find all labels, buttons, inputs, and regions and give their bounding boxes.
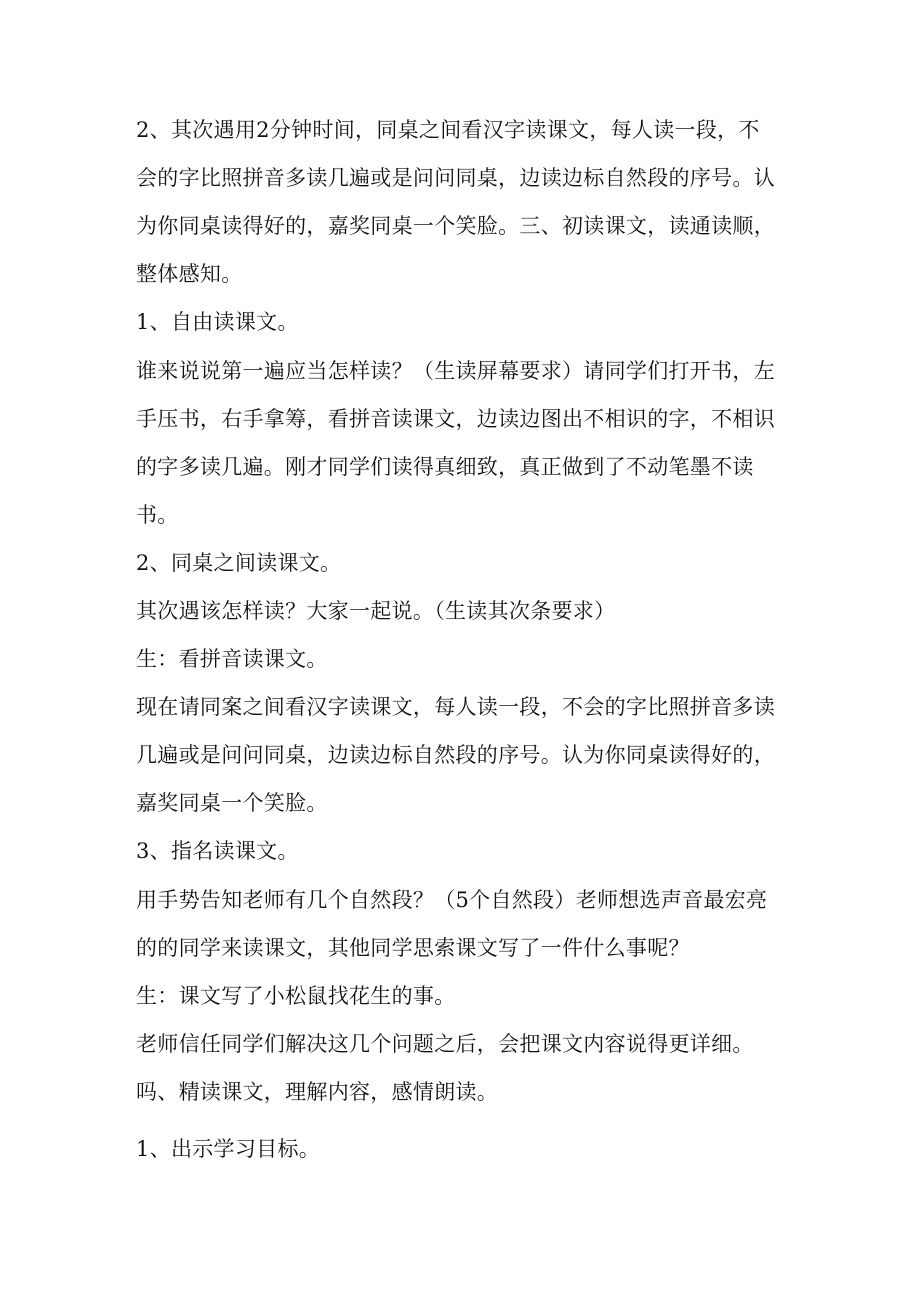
text-line: 几遍或是问问同桌，边读边标自然段的序号。认为你同桌读得好的， bbox=[136, 743, 775, 767]
text-line: 2、其次遇用2分钟时间，同桌之间看汉字读课文，每人读一段，不 bbox=[136, 118, 760, 142]
text-line: 的字多读几遍。刚才同学们读得真细致，真正做到了不动笔墨不读 bbox=[136, 455, 754, 479]
text-line: 书。 bbox=[136, 503, 179, 527]
text-line: 现在请同案之间看汉字读课文，每人读一段，不会的字比照拼音多读 bbox=[136, 695, 775, 719]
text-line: 整体感知。 bbox=[136, 262, 243, 286]
numbered-heading: 1、出示学习目标。 bbox=[136, 1137, 321, 1161]
text-line: 用手势告知老师有几个自然段？（5个自然段）老师想选声音最宏亮 bbox=[136, 888, 768, 912]
text-line: 手压书，右手拿筹，看拼音读课文，边读边图出不相识的字，不相识 bbox=[136, 407, 775, 431]
section-heading: 吗、精读课文，理解内容，感情朗读。 bbox=[136, 1080, 499, 1104]
text-line: 生：看拼音读课文。 bbox=[136, 647, 328, 671]
text-line: 老师信任同学们解决这几个问题之后，会把课文内容说得更详细。 bbox=[136, 1032, 754, 1056]
text-line: 会的字比照拼音多读几遍或是问问同桌，边读边标自然段的序号。认 bbox=[136, 166, 775, 190]
text-line: 嘉奖同桌一个笑脸。 bbox=[136, 791, 328, 815]
numbered-heading: 2、同桌之间读课文。 bbox=[136, 551, 342, 575]
numbered-heading: 3、指名读课文。 bbox=[136, 839, 299, 863]
text-line: 其次遇该怎样读？大家一起说。（生读其次条要求） bbox=[136, 599, 616, 623]
numbered-heading: 1、自由读课文。 bbox=[136, 310, 299, 334]
text-line: 为你同桌读得好的，嘉奖同桌一个笑脸。三、初读课文，读通读顺， bbox=[136, 214, 775, 238]
text-line: 生：课文写了小松鼠找花生的事。 bbox=[136, 984, 456, 1008]
text-line: 谁来说说第一遍应当怎样读？（生读屏幕要求）请同学们打开书，左 bbox=[136, 359, 775, 383]
text-line: 的的同学来读课文，其他同学思索课文写了一件什么事呢？ bbox=[136, 936, 690, 960]
